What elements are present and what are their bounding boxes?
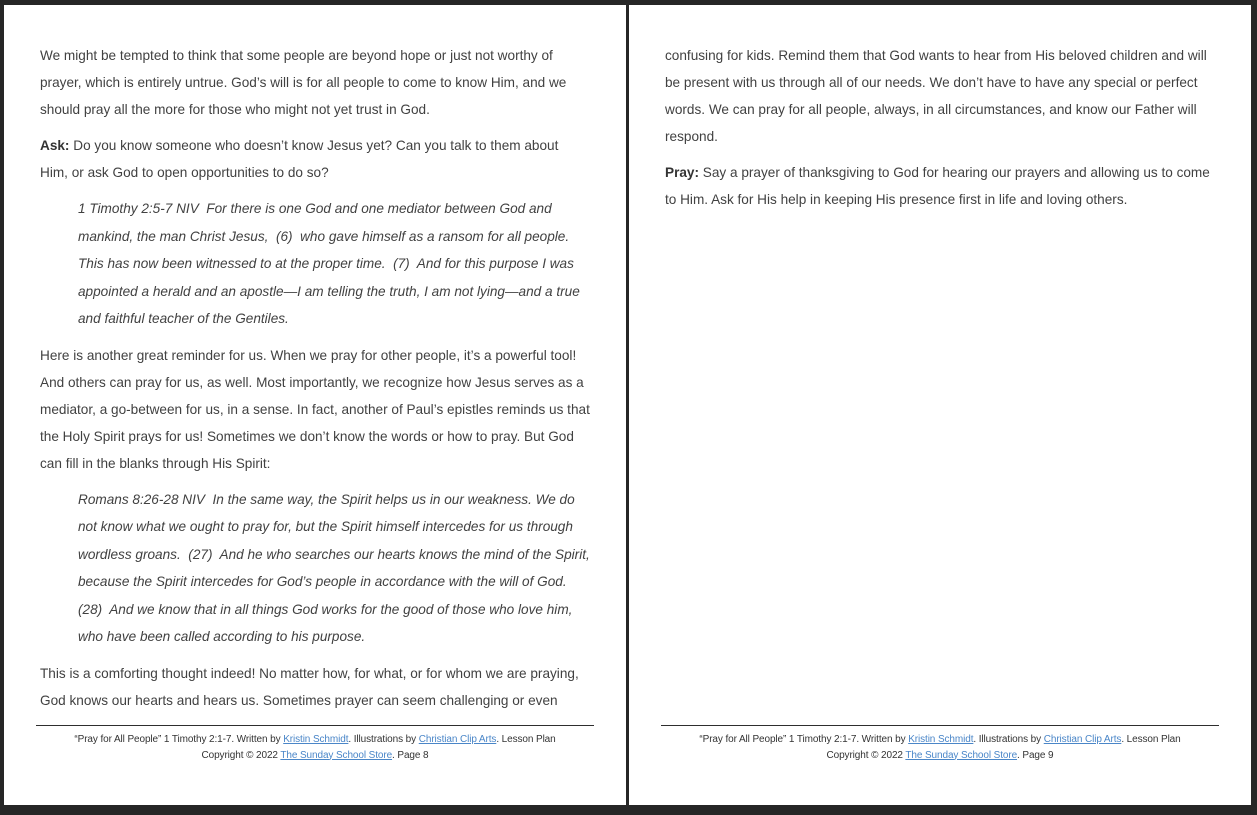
ask-text: Do you know someone who doesn’t know Jesus yet? Can you talk to them about Him, or ask God to open opportunities to do so? — [40, 138, 559, 180]
page-footer — [36, 725, 594, 763]
footer-text: . Lesson Plan — [496, 734, 556, 745]
footer-line-2 — [36, 748, 594, 764]
footer-text: Copyright © 2022 — [826, 749, 906, 761]
footer-text: . Illustrations by — [348, 734, 419, 745]
paragraph: confusing for kids. Remind them that God wants to hear from His beloved children and will be present with us through all of our needs. We don’t have to have any special or perfect words. We can pray for all people, always, in all circumstances, and know our Father will respond. — [665, 48, 1207, 144]
page-footer — [661, 725, 1219, 763]
footer-text: Copyright © 2022 — [201, 749, 281, 761]
paragraph: This is a comforting thought indeed! No matter how, for what, or for whom we are praying, God knows our hearts and hears us. Sometimes prayer can seem challenging or even — [40, 665, 579, 708]
illustrations-link[interactable]: Christian Clip Arts — [418, 734, 497, 745]
page-8 — [4, 5, 626, 805]
footer-text: “Pray for All People” 1 Timothy 2:1-7. Written by — [74, 734, 284, 745]
paragraph: Here is another great reminder for us. When we pray for other people, it’s a powerful tool! And others can pray for us, as well. Most importantly, we recognize how Jesus serves as a mediator, a go-between for us, in a sense. In fact, another of Paul’s epistles reminds us that the Holy Spirit prays for us! Sometimes we don’t know the words or how to pray. But God can fill in the blanks through His Spirit: — [40, 347, 590, 471]
illustrations-link[interactable]: Christian Clip Arts — [1043, 734, 1122, 745]
footer-text: . Illustrations by — [973, 734, 1044, 745]
footer-text: . Lesson Plan — [1121, 734, 1181, 745]
store-link[interactable]: The Sunday School Store — [905, 749, 1018, 761]
author-link[interactable]: Kristin Schmidt — [283, 734, 349, 745]
scripture-quote-romans: Romans 8:26-28 NIV In the same way, the Spirit helps us in our weakness. We do not know what we ought to pray for, but the Spirit himself intercedes for us through wordless groans. (27) And he who searches our hearts knows the mind of the Spirit, because the Spirit intercedes for God’s people in accordance with the will of God. (28) And we know that in all things God works for the good of those who love him, who have been called according to his purpose. — [78, 491, 594, 644]
author-link[interactable]: Kristin Schmidt — [908, 734, 974, 745]
ask-paragraph — [40, 132, 590, 186]
footer-line-1 — [661, 732, 1219, 748]
footer-line-1 — [36, 732, 594, 748]
ask-label: Ask: — [40, 138, 70, 153]
footer-line-2 — [661, 748, 1219, 764]
page-9 — [629, 5, 1251, 805]
page-number: . Page 9 — [1017, 749, 1054, 761]
paragraph: We might be tempted to think that some people are beyond hope or just not worthy of prayer, which is entirely untrue. God’s will is for all people to come to know Him, and we should pray all the more for those who might not yet trust in God. — [40, 48, 567, 117]
store-link[interactable]: The Sunday School Store — [280, 749, 393, 761]
footer-text: “Pray for All People” 1 Timothy 2:1-7. Written by — [699, 734, 909, 745]
pray-paragraph — [665, 159, 1215, 213]
pray-text: Say a prayer of thanksgiving to God for hearing our prayers and allowing us to come to Him. Ask for His help in keeping His presence first in life and loving others. — [665, 165, 1210, 207]
page-number: . Page 8 — [392, 749, 429, 761]
scripture-quote-1-timothy: 1 Timothy 2:5-7 NIV For there is one God and one mediator between God and mankind, the man Christ Jesus, (6) who gave himself as a ransom for all people. This has now been witnessed to at the proper time. (7) And for this purpose I was appointed a herald and an apostle—I am telling the truth, I am not lying—and a true and faithful teacher of the Gentiles. — [78, 201, 584, 326]
pray-label: Pray: — [665, 165, 700, 180]
